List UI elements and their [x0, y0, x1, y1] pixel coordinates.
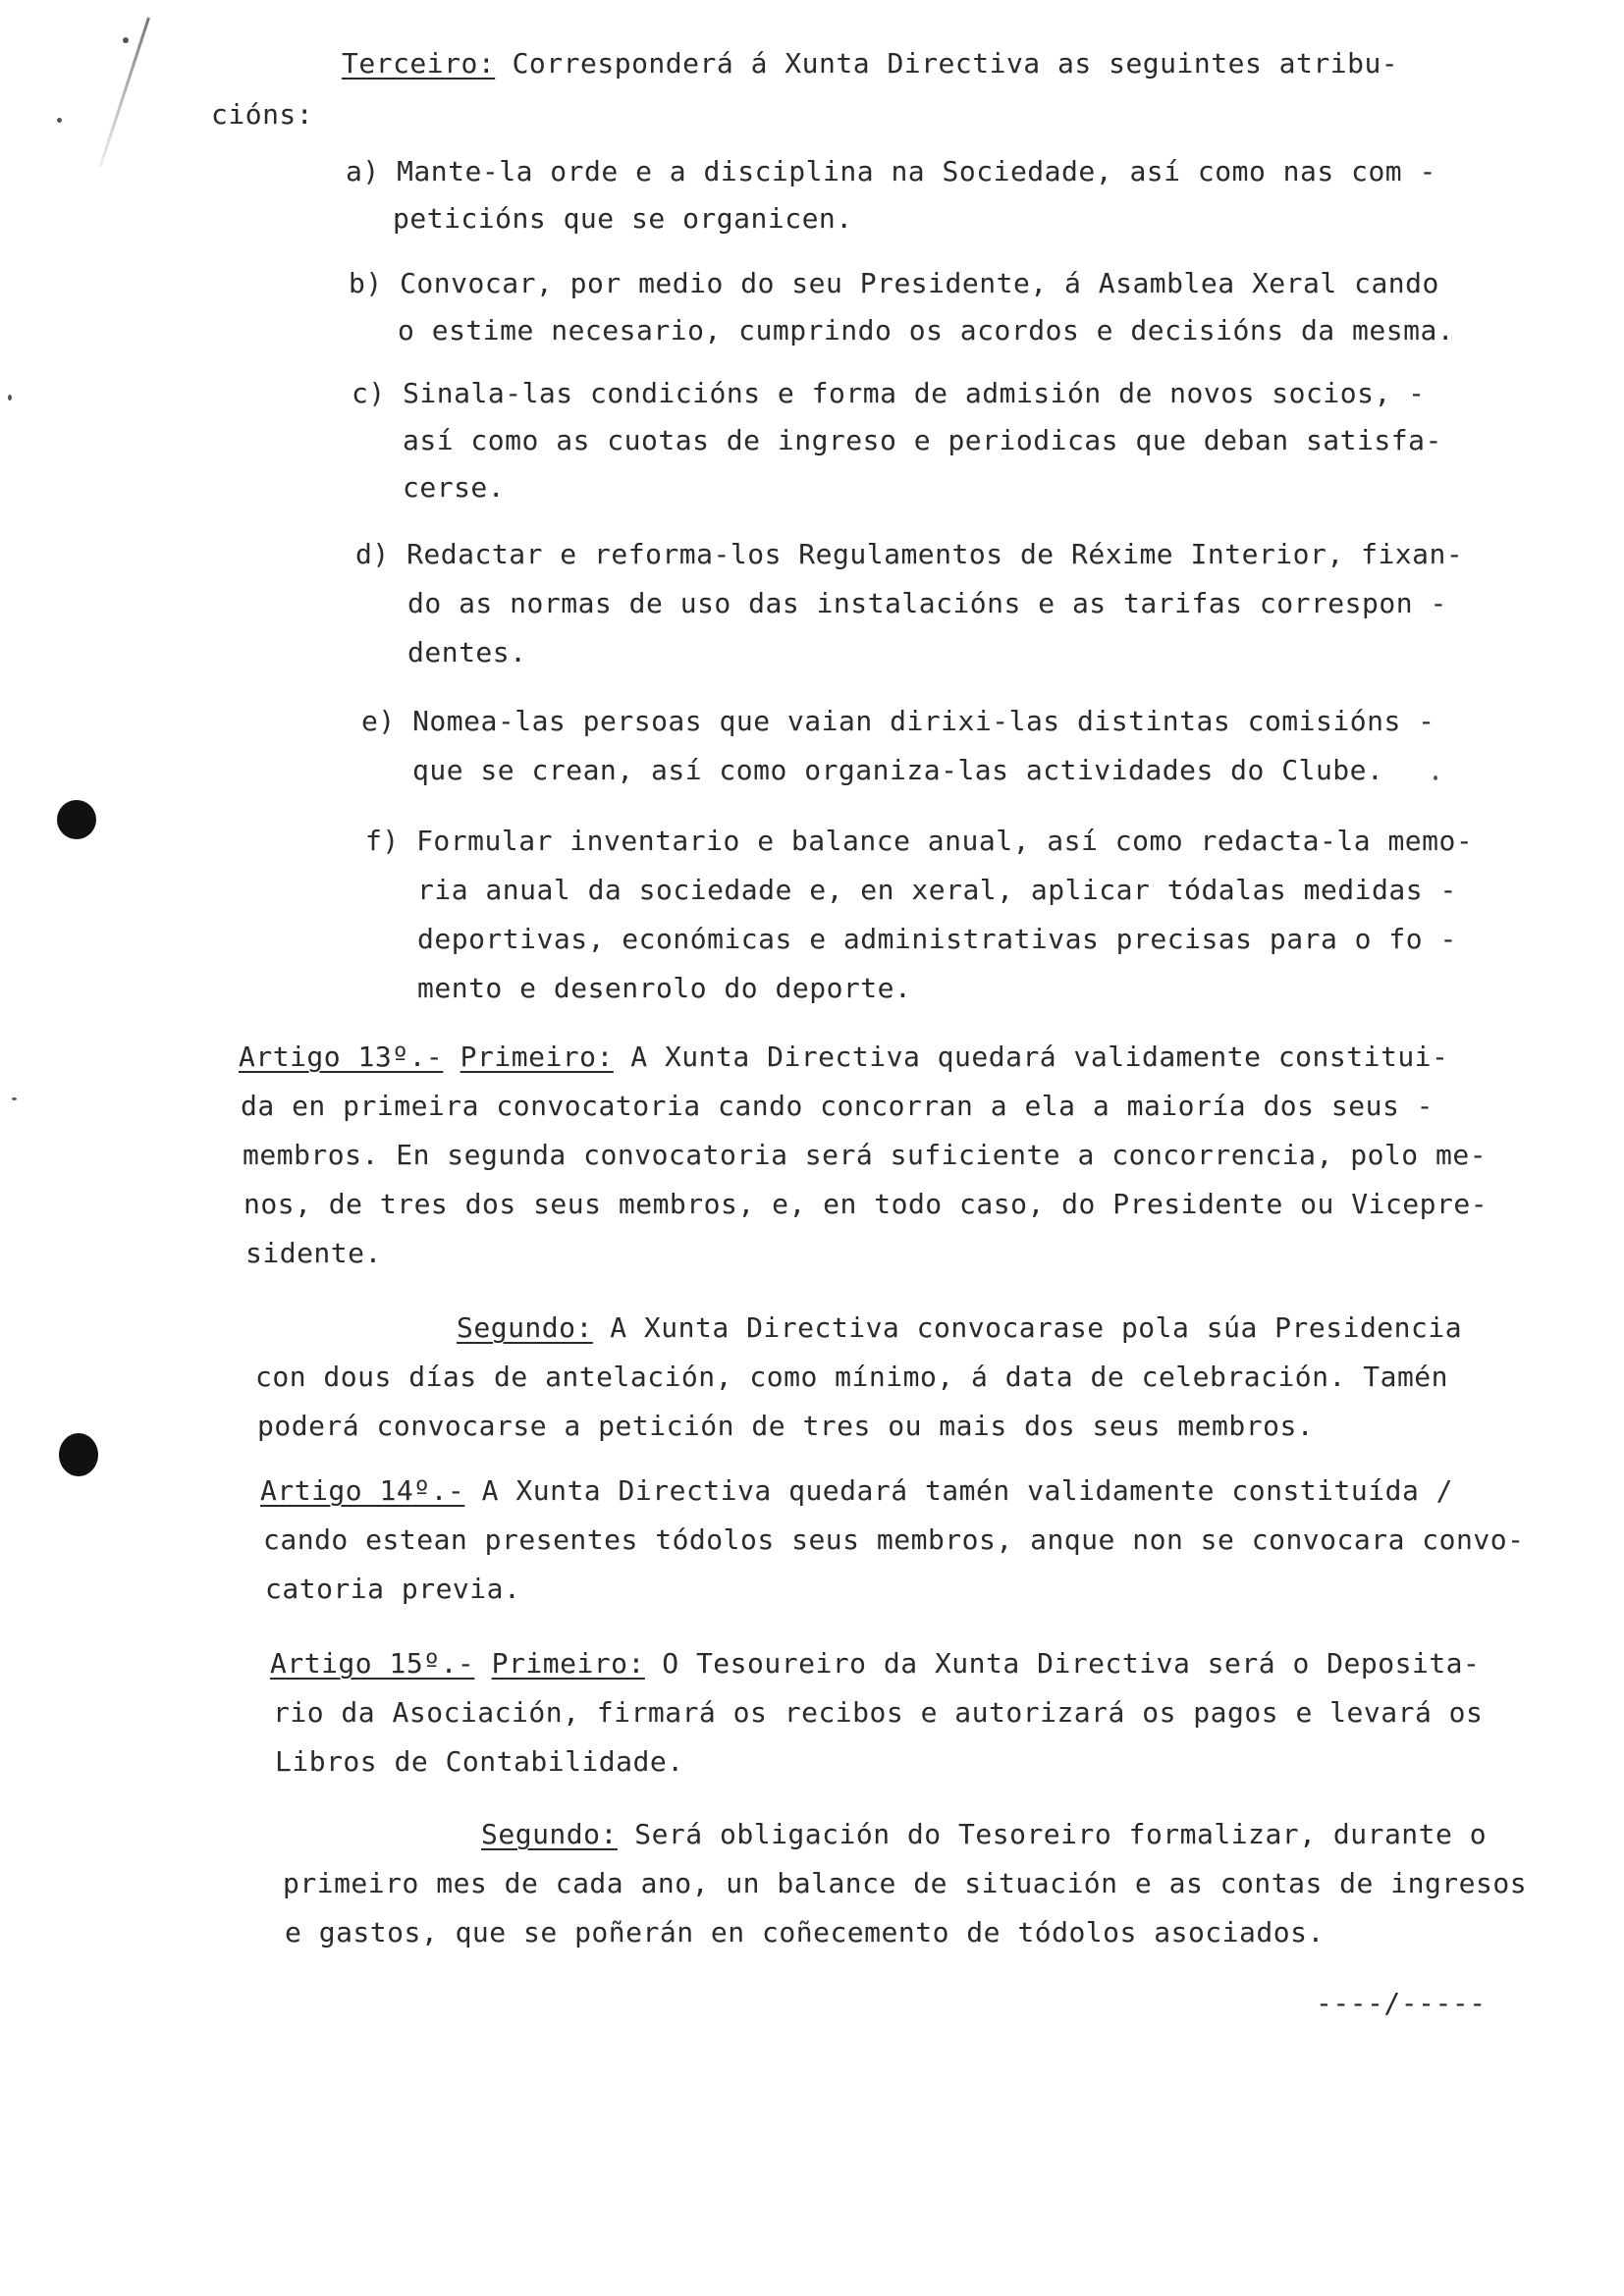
item-b-line-2: o estime necesario, cumprindo os acordos e decisións da mesma. — [398, 314, 1455, 347]
item-d-line-3: dentes. — [407, 636, 527, 668]
item-a-line-1: a) Mante-la orde e a disciplina na Sociedade, así como nas com - — [346, 155, 1436, 187]
art13-label: Artigo 13º.- — [239, 1041, 444, 1073]
item-f-line-2: ria anual da sociedade e, en xeral, aplicar tódalas medidas - — [417, 874, 1457, 906]
art14-line-1 — [260, 1474, 1453, 1508]
art13-line-3: membros. En segunda convocatoria será suficiente a concorrencia, polo me- — [243, 1139, 1488, 1171]
scan-speck — [123, 37, 129, 43]
item-f-line-1: f) Formular inventario e balance anual, así como redacta-la memo- — [365, 825, 1474, 857]
item-f-line-3: deportivas, económicas e administrativas precisas para o fo - — [417, 923, 1457, 955]
item-c-line-3: cerse. — [403, 471, 506, 504]
scan-speck — [1434, 775, 1437, 780]
terceiro-text: Corresponderá á Xunta Directiva as seguintes atribu- — [495, 47, 1399, 80]
scan-speck — [12, 1097, 17, 1100]
art13-line-4: nos, de tres dos seus membros, e, en todo caso, do Presidente ou Vicepre- — [244, 1188, 1489, 1220]
art15-p2-line-3: e gastos, que se poñerán en coñecemento de tódolos asociados. — [285, 1916, 1325, 1949]
art13-p1-text: A Xunta Directiva quedará validamente constitui- — [613, 1041, 1449, 1073]
item-b-line-1: b) Convocar, por medio do seu Presidente, á Asamblea Xeral cando — [349, 267, 1439, 299]
continuation-mark: ----/----- — [1316, 1987, 1487, 2019]
art13-p1-label: Primeiro: — [460, 1041, 614, 1073]
art13-p2-line-2: con dous días de antelación, como mínimo, á data de celebración. Tamén — [255, 1361, 1449, 1393]
art15-line-1 — [270, 1647, 1480, 1681]
art13-p2-label: Segundo: — [457, 1311, 593, 1344]
art15-p1-label: Primeiro: — [491, 1647, 645, 1680]
art13-line-2: da en primeira convocatoria cando concorran a ela a maioría dos seus - — [241, 1090, 1435, 1122]
art13-line-5: sidente. — [245, 1237, 382, 1269]
art15-p2-line-2: primeiro mes de cada ano, un balance de situación e as contas de ingresos — [283, 1867, 1528, 1899]
art13-p2-text: A Xunta Directiva convocarase pola súa Presidencia — [592, 1311, 1463, 1344]
item-d-line-2: do as normas de uso das instalacións e as tarifas correspon - — [407, 587, 1447, 619]
art15-p1-text: O Tesoureiro da Xunta Directiva será o Deposita- — [644, 1647, 1481, 1680]
item-f-line-4: mento e desenrolo do deporte. — [417, 972, 912, 1004]
art14-text: A Xunta Directiva quedará tamén validamente constituída / — [464, 1474, 1454, 1507]
art15-p2-text: Será obligación do Tesoreiro formalizar, durante o — [617, 1818, 1488, 1850]
item-a-line-2: peticións que se organicen. — [393, 202, 853, 235]
art14-line-3: catoria previa. — [265, 1573, 521, 1605]
punch-hole-bottom — [59, 1433, 98, 1476]
art13-line-1 — [239, 1041, 1448, 1074]
art15-line-2: rio da Asociación, firmará os recibos e autorizará os pagos e levará os — [273, 1696, 1484, 1729]
terceiro-label: Terceiro: — [342, 47, 496, 80]
art13-p2-line-1 — [457, 1311, 1462, 1345]
item-c-line-2: así como as cuotas de ingreso e periodicas que deban satisfa- — [403, 424, 1442, 456]
art13-p2-line-3: poderá convocarse a petición de tres ou mais dos seus membros. — [257, 1410, 1315, 1442]
scan-speck — [8, 395, 12, 400]
item-e-line-1: e) Nomea-las persoas que vaian dirixi-las distintas comisións - — [361, 705, 1435, 737]
art14-label: Artigo 14º.- — [260, 1474, 465, 1507]
terceiro-line — [342, 47, 1398, 80]
item-c-line-1: c) Sinala-las condicións e forma de admisión de novos socios, - — [352, 377, 1426, 409]
item-e-line-2: que se crean, así como organiza-las actividades do Clube. — [412, 754, 1384, 786]
item-d-line-1: d) Redactar e reforma-los Regulamentos de Réxime Interior, fixan- — [355, 538, 1464, 570]
art15-p2-label: Segundo: — [481, 1818, 618, 1850]
art15-line-3: Libros de Contabilidade. — [275, 1745, 684, 1778]
scan-speck — [57, 118, 62, 123]
punch-hole-top — [57, 800, 96, 839]
art15-p2-line-1 — [481, 1818, 1487, 1851]
art15-label: Artigo 15º.- — [270, 1647, 475, 1680]
terceiro-cont: cións: — [211, 98, 314, 131]
art14-line-2: cando estean presentes tódolos seus membros, anque non se convocara convo- — [263, 1523, 1525, 1556]
